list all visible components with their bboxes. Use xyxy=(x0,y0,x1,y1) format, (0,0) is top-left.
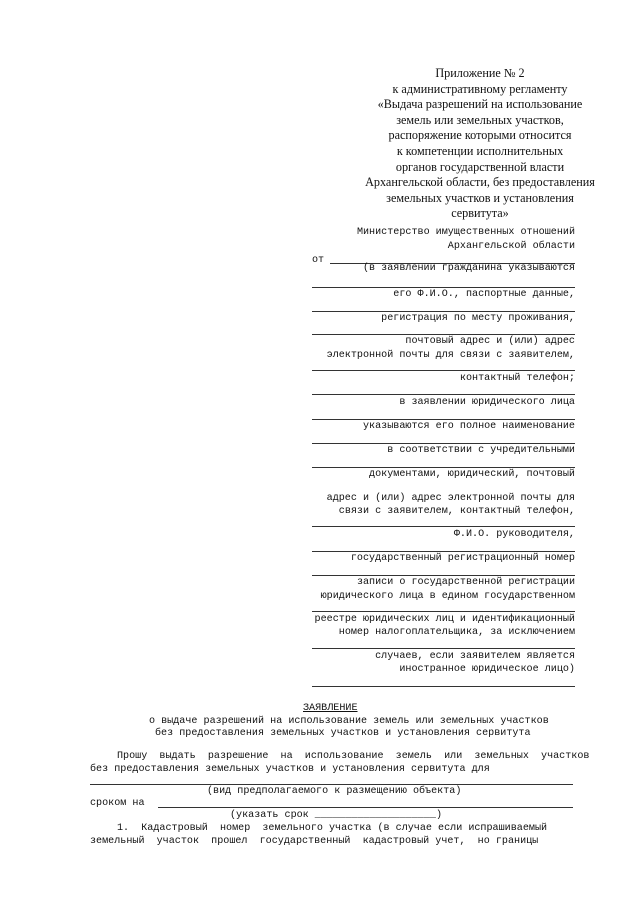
statement-title: ЗАЯВЛЕНИЕ xyxy=(303,703,358,714)
applicant-field-line[interactable] xyxy=(312,334,575,335)
recipient-hint: государственный регистрационный номер xyxy=(350,553,575,564)
applicant-field-line[interactable] xyxy=(312,287,575,288)
applicant-field-line[interactable] xyxy=(312,611,575,612)
statement-subtitle: без предоставления земельных участков и установления сервитута xyxy=(155,728,531,739)
recipient-hint: иностранное юридическое лицо) xyxy=(399,664,575,675)
request-paragraph-line: Прошу выдать разрешение на использование земель или земельных участков xyxy=(117,751,590,762)
appendix-line: сервитута» xyxy=(451,206,509,221)
appendix-line: Архангельской области, без предоставления xyxy=(365,175,595,190)
recipient-hint: адрес и (или) адрес электронной почты для xyxy=(326,493,575,504)
term-field-line[interactable] xyxy=(158,807,573,808)
applicant-field-line[interactable] xyxy=(312,575,575,576)
applicant-field-line[interactable] xyxy=(312,551,575,552)
recipient-hint: его Ф.И.О., паспортные данные, xyxy=(393,289,575,300)
appendix-line: земельных участков и установления xyxy=(386,190,574,205)
applicant-field-line[interactable] xyxy=(312,311,575,312)
recipient-hint: записи о государственной регистрации xyxy=(356,577,575,588)
recipient-hint: контактный телефон; xyxy=(459,373,575,384)
object-hint: (вид предполагаемого к размещению объекта) xyxy=(207,786,462,797)
recipient-hint: документами, юридический, почтовый xyxy=(369,469,575,480)
recipient-hint: почтовый адрес и (или) адрес xyxy=(405,336,575,347)
recipient-hint: Ф.И.О. руководителя, xyxy=(453,529,575,540)
recipient-hint: реестре юридических лиц и идентификационный xyxy=(314,614,575,625)
applicant-field-line[interactable] xyxy=(312,370,575,371)
appendix-line: «Выдача разрешений на использование xyxy=(377,97,583,112)
object-field-line[interactable] xyxy=(90,784,573,785)
appendix-line: к административному регламенту xyxy=(392,81,568,96)
appendix-line: Приложение № 2 xyxy=(435,66,525,80)
recipient-hint: номер налогоплательщика, за исключением xyxy=(338,627,575,638)
recipient-hint: регистрация по месту проживания, xyxy=(381,313,575,324)
recipient-hint: в заявлении юридического лица xyxy=(399,397,575,408)
recipient-hint: связи с заявителем, контактный телефон, xyxy=(338,506,575,517)
applicant-field-line[interactable] xyxy=(312,467,575,468)
statement-subtitle: о выдаче разрешений на использование земель или земельных участков xyxy=(149,716,549,727)
applicant-field-line[interactable] xyxy=(312,419,575,420)
from-label: от xyxy=(312,255,325,266)
appendix-line: органов государственной власти xyxy=(395,159,565,174)
request-paragraph-line: без предоставления земельных участков и установления сервитута для xyxy=(90,764,490,775)
applicant-field-line[interactable] xyxy=(312,443,575,444)
recipient-hint: (в заявлении гражданина указываются xyxy=(362,263,575,274)
appendix-header xyxy=(330,66,630,222)
applicant-field-line[interactable] xyxy=(312,686,575,687)
recipient-ministry: Министерство имущественных отношений xyxy=(356,227,575,238)
recipient-hint: указываются его полное наименование xyxy=(362,421,575,432)
recipient-hint: юридического лица в едином государственном xyxy=(320,591,575,602)
recipient-hint: электронной почты для связи с заявителем, xyxy=(326,350,575,361)
applicant-field-line[interactable] xyxy=(312,648,575,649)
appendix-line: земель или земельных участков, xyxy=(396,112,564,127)
term-label: сроком на xyxy=(90,798,145,809)
item-1-line: 1. Кадастровый номер земельного участка (в случае если испрашиваемый xyxy=(117,823,548,834)
recipient-region: Архангельской области xyxy=(447,241,575,252)
appendix-line: к компетенции исполнительных xyxy=(396,143,564,158)
recipient-hint: случаев, если заявителем является xyxy=(375,651,575,662)
appendix-line: распоряжение которыми относится xyxy=(388,128,572,143)
applicant-field-line[interactable] xyxy=(312,526,575,527)
item-1-line: земельный участок прошел государственный кадастровый учет, но границы xyxy=(90,836,539,847)
applicant-field-line[interactable] xyxy=(312,394,575,395)
term-hint: (указать срок ____________________) xyxy=(230,810,443,821)
recipient-hint: в соответствии с учредительными xyxy=(387,445,575,456)
